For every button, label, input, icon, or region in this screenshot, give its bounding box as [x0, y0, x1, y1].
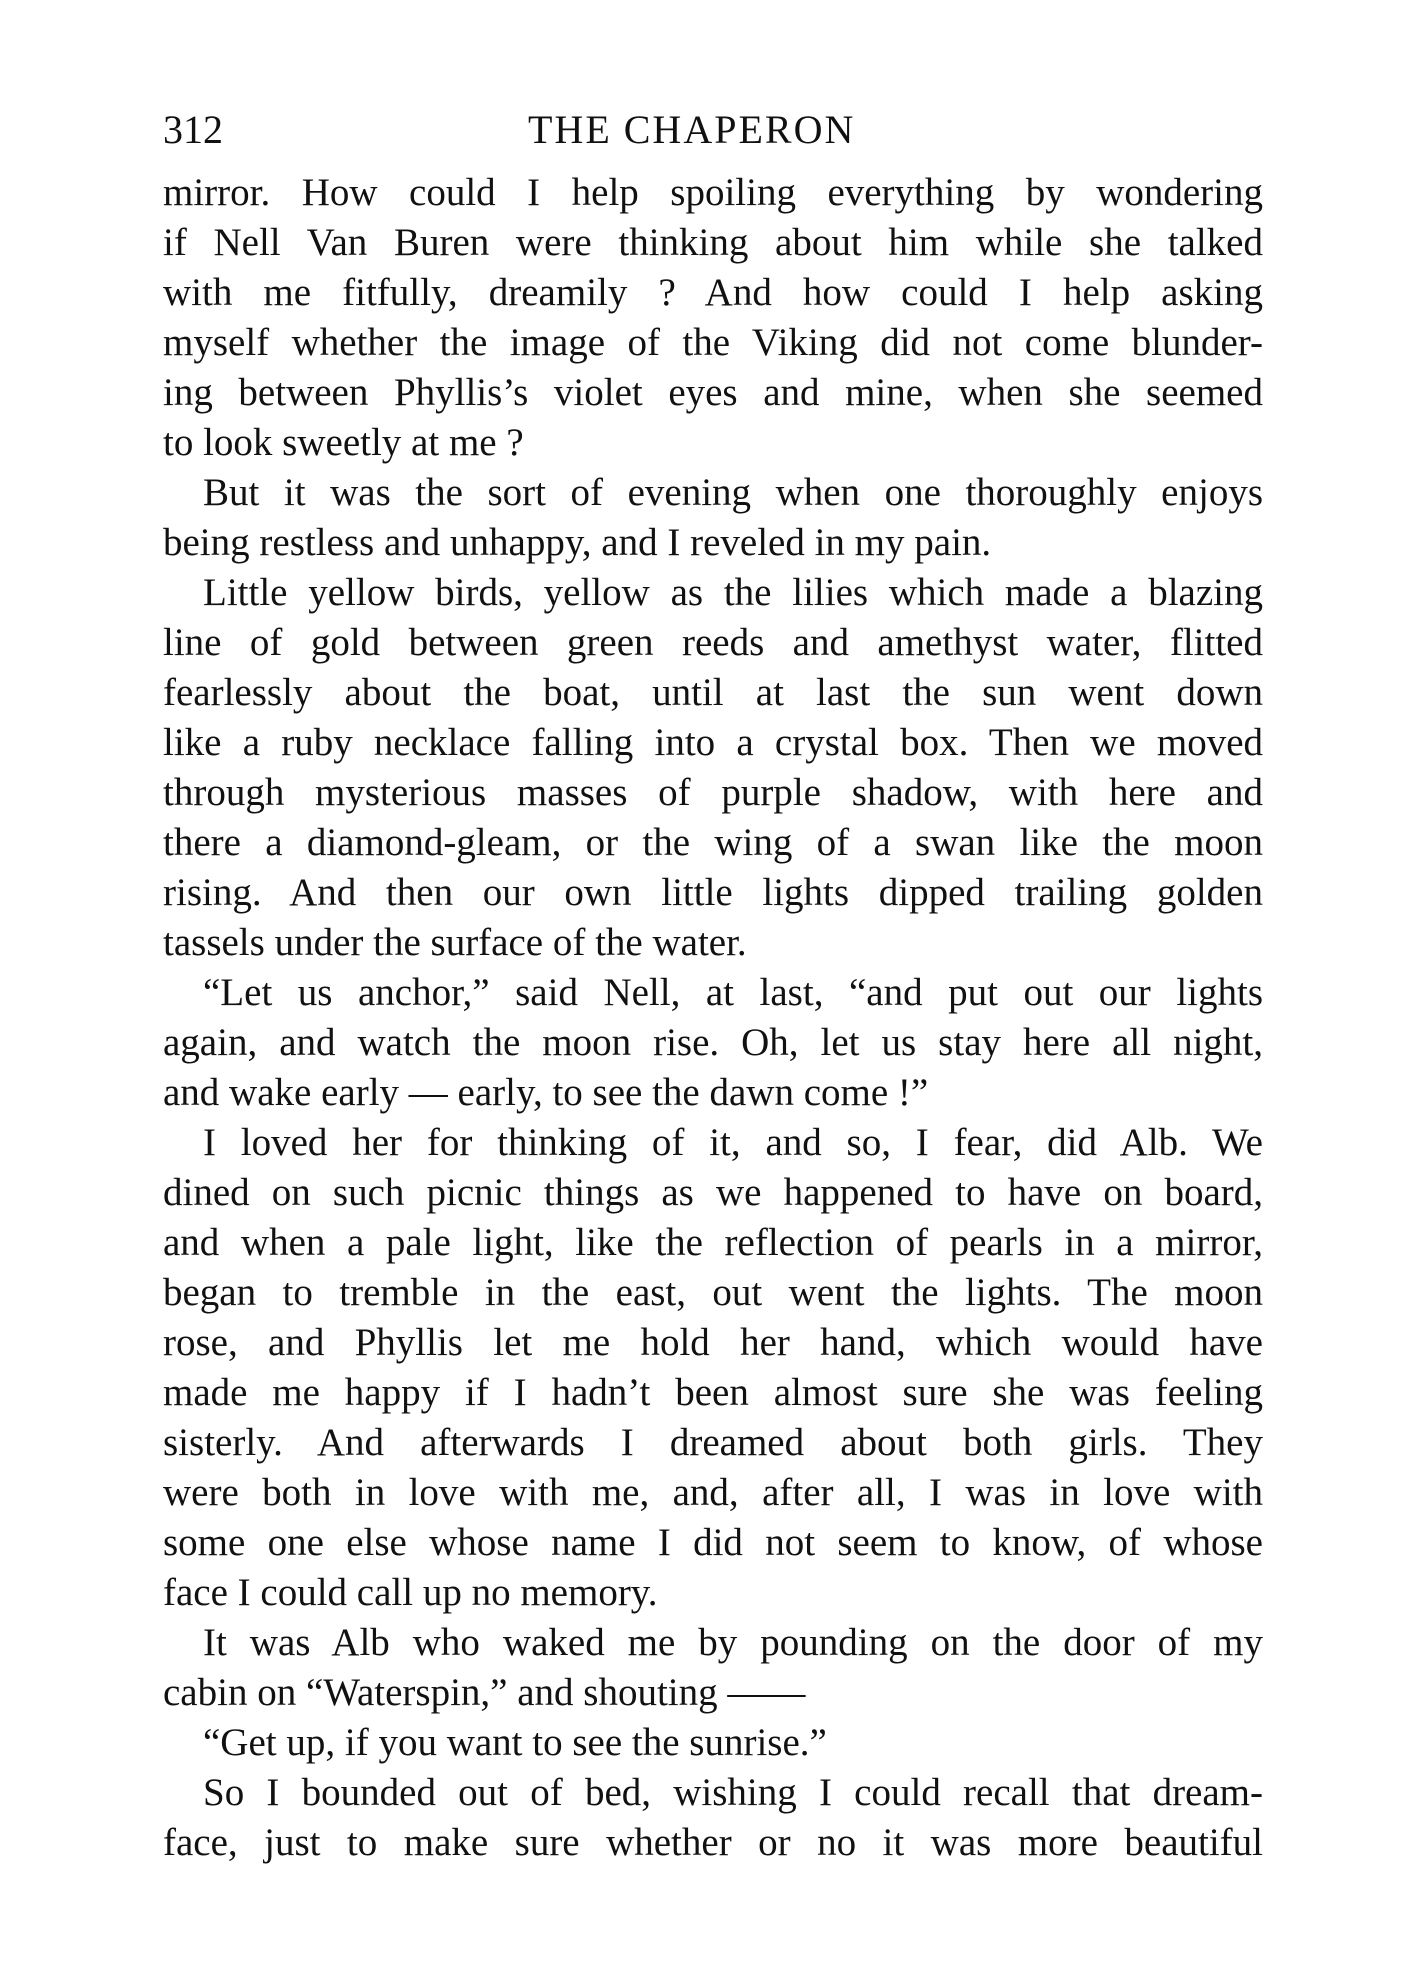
text-line: and wake early — early, to see the dawn come !” [163, 1071, 929, 1114]
text-line: But it was the sort of evening when one thoroughly enjoys [203, 471, 1263, 514]
text-line: being restless and unhappy, and I reveled in my pain. [163, 521, 992, 564]
text-line: “Get up, if you want to see the sunrise.” [203, 1721, 827, 1764]
text-line: face I could call up no memory. [163, 1571, 658, 1614]
text-line: to look sweetly at me ? [163, 421, 524, 464]
text-line: with me fitfully, dreamily ? And how could I help asking [163, 271, 1263, 314]
text-line: It was Alb who waked me by pounding on the door of my [203, 1621, 1263, 1664]
text-line: were both in love with me, and, after all, I was in love with [163, 1471, 1263, 1514]
text-line: made me happy if I hadn’t been almost sure she was feeling [163, 1371, 1263, 1414]
text-line: ing between Phyllis’s violet eyes and mine, when she seemed [163, 371, 1263, 414]
text-line: mirror. How could I help spoiling everything by wondering [163, 171, 1263, 214]
body-text [163, 168, 1263, 1868]
text-line: Little yellow birds, yellow as the lilies which made a blazing [203, 571, 1263, 614]
text-line: So I bounded out of bed, wishing I could recall that dream- [203, 1771, 1263, 1814]
text-line: cabin on “Waterspin,” and shouting —— [163, 1671, 806, 1714]
text-line: some one else whose name I did not seem to know, of whose [163, 1521, 1263, 1564]
text-line: if Nell Van Buren were thinking about him while she talked [163, 221, 1263, 264]
running-head [163, 104, 1263, 156]
running-title: THE CHAPERON [528, 107, 856, 152]
text-line: through mysterious masses of purple shadow, with here and [163, 771, 1263, 814]
text-line: and when a pale light, like the reflection of pearls in a mirror, [163, 1221, 1263, 1264]
text-line: fearlessly about the boat, until at last the sun went down [163, 671, 1263, 714]
text-line: like a ruby necklace falling into a crystal box. Then we moved [163, 721, 1263, 764]
text-line: myself whether the image of the Viking did not come blunder- [163, 321, 1263, 364]
text-line: there a diamond-gleam, or the wing of a swan like the moon [163, 821, 1263, 864]
text-line: tassels under the surface of the water. [163, 921, 747, 964]
text-line: again, and watch the moon rise. Oh, let us stay here all night, [163, 1021, 1263, 1064]
text-line: rose, and Phyllis let me hold her hand, which would have [163, 1321, 1263, 1364]
page-number: 312 [163, 107, 223, 152]
text-line: face, just to make sure whether or no it was more beautiful [163, 1821, 1263, 1864]
text-line: I loved her for thinking of it, and so, I fear, did Alb. We [203, 1121, 1263, 1164]
text-line: line of gold between green reeds and amethyst water, flitted [163, 621, 1263, 664]
text-line: sisterly. And afterwards I dreamed about both girls. They [163, 1421, 1263, 1464]
text-line: rising. And then our own little lights dipped trailing golden [163, 871, 1263, 914]
text-line: “Let us anchor,” said Nell, at last, “and put out our lights [203, 971, 1263, 1014]
text-line: began to tremble in the east, out went the lights. The moon [163, 1271, 1263, 1314]
text-line: dined on such picnic things as we happened to have on board, [163, 1171, 1263, 1214]
